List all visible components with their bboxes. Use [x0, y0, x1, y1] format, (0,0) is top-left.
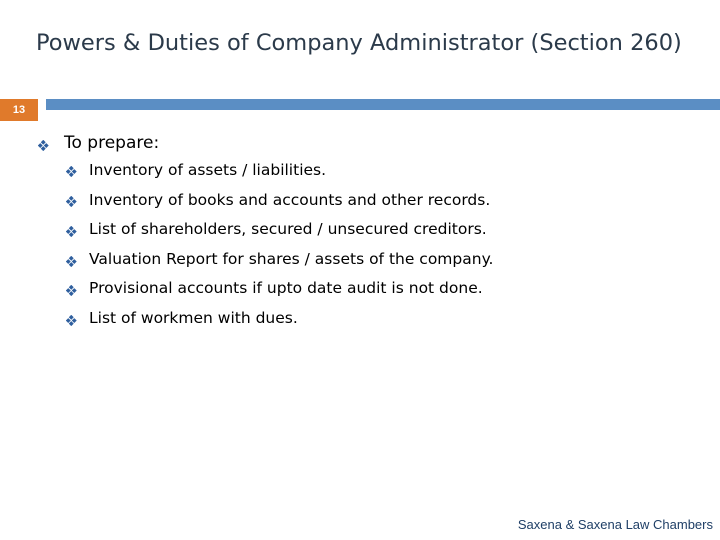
- footer-credit: Saxena & Saxena Law Chambers: [517, 517, 713, 532]
- sub-point-item: List of shareholders, secured / unsecured creditors.: [89, 220, 487, 238]
- bullet-icon: [66, 166, 77, 177]
- slide-number-badge: 13: [0, 99, 38, 121]
- sub-point-item: Inventory of books and accounts and other records.: [89, 191, 491, 209]
- bullet-icon: [38, 140, 49, 151]
- main-point: To prepare:: [64, 133, 160, 153]
- sub-point-item: List of workmen with dues.: [89, 309, 298, 327]
- bullet-icon: [66, 226, 77, 237]
- bullet-icon: [66, 315, 77, 326]
- sub-point-item: Provisional accounts if upto date audit is not done.: [89, 279, 483, 297]
- slide-title: Powers & Duties of Company Administrator (Section 260): [36, 30, 682, 56]
- sub-point-item: Valuation Report for shares / assets of the company.: [89, 250, 494, 268]
- bullet-icon: [66, 285, 77, 296]
- bullet-icon: [66, 196, 77, 207]
- bullet-icon: [66, 256, 77, 267]
- sub-point-item: Inventory of assets / liabilities.: [89, 161, 327, 179]
